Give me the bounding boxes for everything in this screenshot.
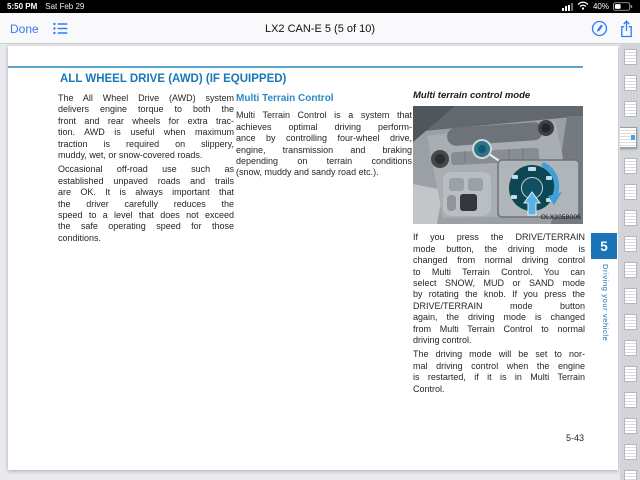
toolbar (0, 13, 640, 44)
page-number: 5-43 (565, 433, 584, 443)
middle-column (236, 93, 412, 179)
paragraph (413, 232, 585, 346)
paragraph (58, 93, 234, 161)
page-thumbnail[interactable] (624, 392, 637, 408)
page-thumbnail[interactable] (624, 262, 637, 278)
chapter-tab: 5 (591, 233, 617, 259)
page-thumbnail[interactable] (624, 340, 637, 356)
page-thumbnail[interactable] (620, 127, 637, 148)
text-line: If you press the DRIVE/TERRAIN (413, 232, 585, 243)
paragraph (413, 349, 585, 395)
status-bar (0, 0, 640, 13)
text-line: achieves optimal driving perform- (236, 121, 412, 132)
page-thumbnail[interactable] (624, 444, 637, 460)
text-line: are OK. It is always important that (58, 187, 234, 198)
markup-icon[interactable] (591, 20, 608, 37)
text-line: mode button, the driving mode is (413, 243, 585, 254)
console-figure (413, 106, 583, 224)
page-thumbnail[interactable] (624, 75, 637, 91)
figure-heading: Multi terrain control mode (413, 90, 531, 101)
text-line: by rotating the knob. If you press the (413, 289, 585, 300)
page-thumbnail[interactable] (624, 236, 637, 252)
text-line: conditions. (58, 232, 102, 243)
text-line: the driver carefully reduces the (58, 198, 234, 209)
page-thumbnail[interactable] (624, 288, 637, 304)
text-line: Multi Terrain Control is a system that (236, 110, 412, 121)
contents-list-icon[interactable] (53, 22, 68, 35)
text-line: is restarted, if it is in Multi Terrain (413, 372, 585, 383)
text-line: changed from normal driving control (413, 255, 585, 266)
page-thumbnail[interactable] (624, 418, 637, 434)
battery-icon (613, 2, 633, 11)
text-line: ance by controlling four-wheel drive, (236, 133, 412, 144)
text-line: (snow, muddy and sandy road etc.). (236, 167, 379, 178)
subsection-heading: Multi Terrain Control (236, 93, 334, 104)
pdf-page (8, 46, 618, 470)
text-line: delivers engine torque to both the (58, 104, 234, 115)
status-right (562, 1, 633, 12)
text-line: DRIVE/TERRAIN mode button (413, 300, 585, 311)
chapter-label: Driving your vehicle (601, 264, 610, 342)
text-line: again, the driving mode is changed (413, 312, 585, 323)
page-thumbnail[interactable] (624, 366, 637, 382)
figure-code: OLX2058006 (540, 214, 581, 221)
toolbar-left (10, 13, 68, 44)
cellular-signal-icon (562, 3, 573, 11)
text-line: engine, transmission and braking (236, 144, 412, 155)
pdf-viewer-area[interactable] (0, 44, 640, 480)
status-left (7, 2, 84, 11)
page-thumbnail[interactable] (624, 184, 637, 200)
text-line: mal driving control when the engine (413, 360, 585, 371)
text-line: from Multi Terrain Control to normal (413, 323, 585, 334)
battery-percent: 40% (592, 2, 609, 11)
text-line: established unpaved roads and trails (58, 175, 234, 186)
text-line: front and rear wheels for extra trac- (58, 115, 234, 126)
page-thumbnail[interactable] (624, 210, 637, 226)
document-title: LX2 CAN-E 5 (5 of 10) (264, 22, 376, 35)
left-column (58, 93, 234, 244)
page-thumbnail[interactable] (624, 49, 637, 65)
section-rule (8, 66, 583, 68)
page-thumbnail[interactable] (624, 101, 637, 117)
text-line: depending on terrain conditions (236, 156, 412, 167)
paragraph (236, 110, 412, 178)
done-button[interactable]: Done (10, 21, 39, 36)
text-line: select SNOW, MUD or SAND mode (413, 278, 585, 289)
console-illustration (413, 106, 583, 224)
text-line: The All Wheel Drive (AWD) system (58, 93, 234, 103)
status-date: Sat Feb 29 (45, 2, 85, 11)
wifi-icon (577, 1, 589, 12)
share-icon[interactable] (619, 20, 634, 38)
section-title: ALL WHEEL DRIVE (AWD) (IF EQUIPPED) (60, 73, 287, 85)
toolbar-right (591, 13, 634, 44)
status-time: 5:50 PM (7, 2, 38, 11)
page-thumbnail[interactable] (624, 158, 637, 174)
text-line: tion. AWD is useful when maximum (58, 127, 234, 138)
paragraph (58, 164, 234, 244)
text-line: Occasional off-road use such as (58, 164, 234, 175)
page-thumbnail-strip[interactable] (620, 44, 640, 480)
right-column (413, 90, 585, 395)
page-thumbnail[interactable] (624, 314, 637, 330)
text-line: traction is required on slippery, (58, 138, 234, 149)
text-line: to Multi Terrain Control. You can (413, 266, 585, 277)
text-line: the safe operating speed for those (58, 221, 234, 232)
text-line: Control. (413, 383, 445, 394)
page-thumbnail[interactable] (624, 470, 637, 480)
text-line: The driving mode will be set to nor- (413, 349, 585, 360)
text-line: driving control. (413, 335, 472, 346)
text-line: speed to a level that does not exceed (58, 210, 234, 221)
text-line: muddy, wet, or snow-covered roads. (58, 150, 203, 161)
